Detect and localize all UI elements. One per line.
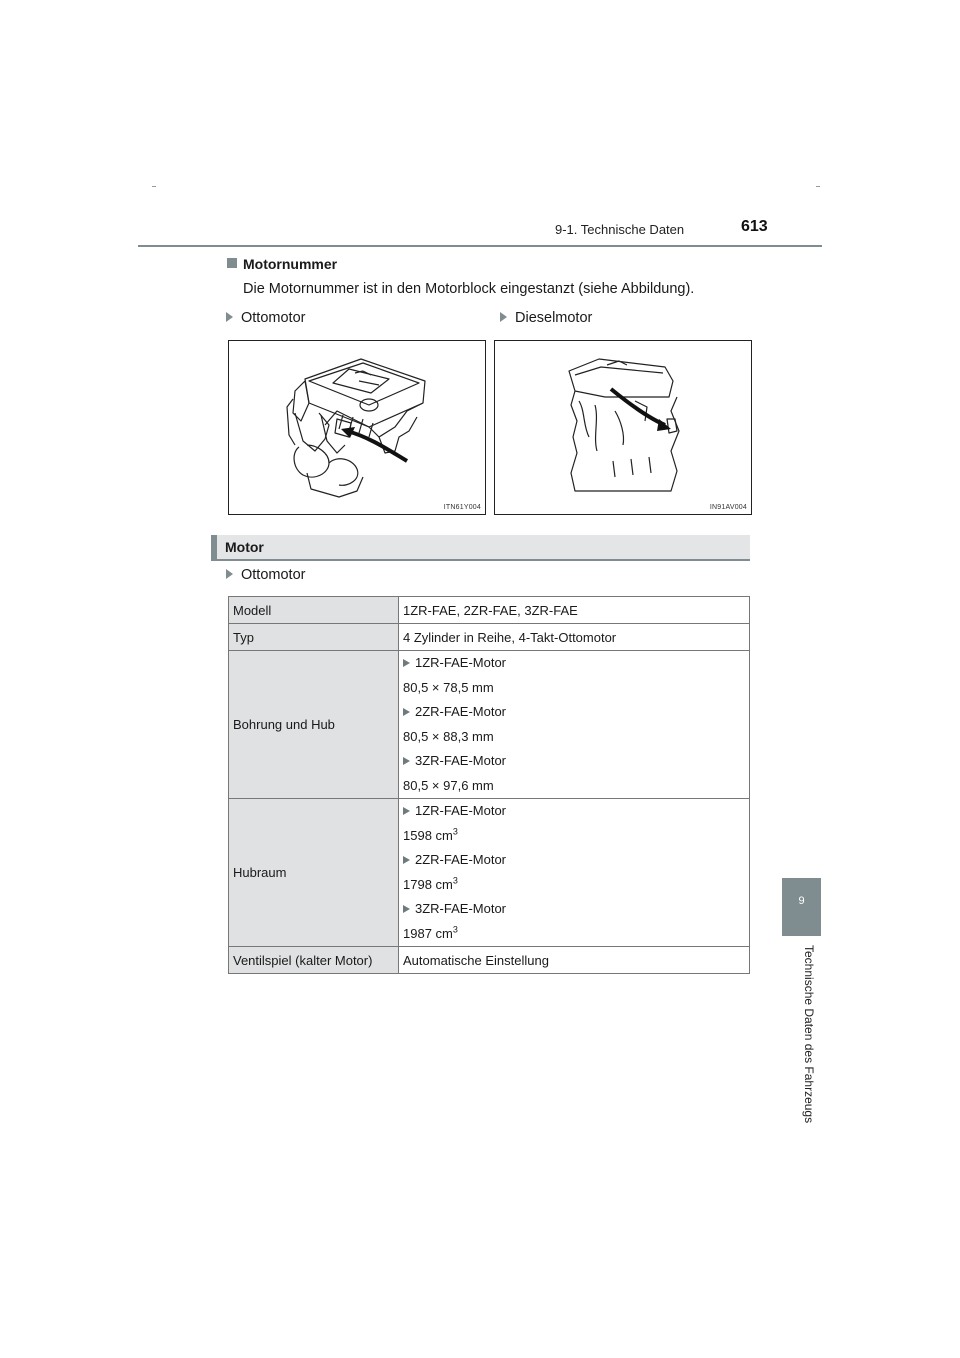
triangle-bullet-icon xyxy=(403,708,410,716)
triangle-bullet-icon xyxy=(403,659,410,667)
motor-section-header xyxy=(211,535,750,561)
chapter-title: Technische Daten des Fahrzeugs xyxy=(802,945,816,1124)
crop-mark-left xyxy=(152,186,156,187)
gasoline-engine-illustration xyxy=(228,340,486,515)
image-code: IN91AV004 xyxy=(709,504,747,511)
table-value-cell xyxy=(399,651,750,799)
page-number: 613 xyxy=(741,218,768,235)
list-item: 3ZR-FAE-Motor xyxy=(403,749,749,774)
list-item: 80,5 × 88,3 mm xyxy=(403,728,494,744)
triangle-bullet-icon xyxy=(403,905,410,913)
table-label-cell: Modell xyxy=(229,597,399,624)
table-row xyxy=(229,624,750,651)
section-heading: 9-1. Technische Daten xyxy=(555,222,685,237)
triangle-bullet-icon xyxy=(500,312,507,322)
triangle-bullet-icon xyxy=(403,856,410,864)
image-code: ITN61Y004 xyxy=(443,504,481,511)
engine-drawing xyxy=(495,341,751,514)
list-item: 2ZR-FAE-Motor xyxy=(403,848,749,873)
label-gasoline-table: Ottomotor xyxy=(226,567,305,583)
list-item: 2ZR-FAE-Motor xyxy=(403,700,749,725)
table-label-cell: Hubraum xyxy=(229,799,399,947)
triangle-bullet-icon xyxy=(403,757,410,765)
engine-drawing xyxy=(229,341,485,514)
engine-spec-table xyxy=(228,596,750,974)
square-bullet-icon xyxy=(227,258,237,268)
table-row xyxy=(229,651,750,799)
engine-number-text: Die Motornummer ist in den Motorblock eingestanzt (siehe Abbildung). xyxy=(243,281,695,297)
section-accent xyxy=(211,535,217,561)
crop-mark-right xyxy=(816,186,820,187)
table-value-cell: Automatische Einstellung xyxy=(399,947,750,974)
list-item: 1ZR-FAE-Motor xyxy=(403,799,749,824)
triangle-bullet-icon xyxy=(403,807,410,815)
motor-section-title: Motor xyxy=(225,539,264,555)
table-label-cell: Typ xyxy=(229,624,399,651)
list-item: 3ZR-FAE-Motor xyxy=(403,897,749,922)
triangle-bullet-icon xyxy=(226,312,233,322)
table-row xyxy=(229,597,750,624)
engine-number-heading: Motornummer xyxy=(227,256,337,272)
table-row xyxy=(229,799,750,947)
list-item: 80,5 × 97,6 mm xyxy=(403,777,494,793)
header-rule xyxy=(138,245,822,247)
diesel-engine-illustration xyxy=(494,340,752,515)
table-label-cell: Ventilspiel (kalter Motor) xyxy=(229,947,399,974)
label-diesel: Dieselmotor xyxy=(500,310,592,326)
table-label-cell: Bohrung und Hub xyxy=(229,651,399,799)
list-item: 1798 $cm^3$ xyxy=(403,875,458,892)
label-gasoline: Ottomotor xyxy=(226,310,305,326)
table-value-cell: 4 Zylinder in Reihe, 4-Takt-Ottomotor xyxy=(399,624,750,651)
triangle-bullet-icon xyxy=(226,569,233,579)
table-value-cell xyxy=(399,799,750,947)
chapter-tab[interactable] xyxy=(782,878,821,936)
table-value-cell: 1ZR-FAE, 2ZR-FAE, 3ZR-FAE xyxy=(399,597,750,624)
chapter-number: 9 xyxy=(798,895,805,907)
list-item: 1987 $cm^3$ xyxy=(403,924,458,941)
list-item: 80,5 × 78,5 mm xyxy=(403,679,494,695)
table-row xyxy=(229,947,750,974)
list-item: 1ZR-FAE-Motor xyxy=(403,651,749,676)
list-item: 1598 $cm^3$ xyxy=(403,826,458,843)
